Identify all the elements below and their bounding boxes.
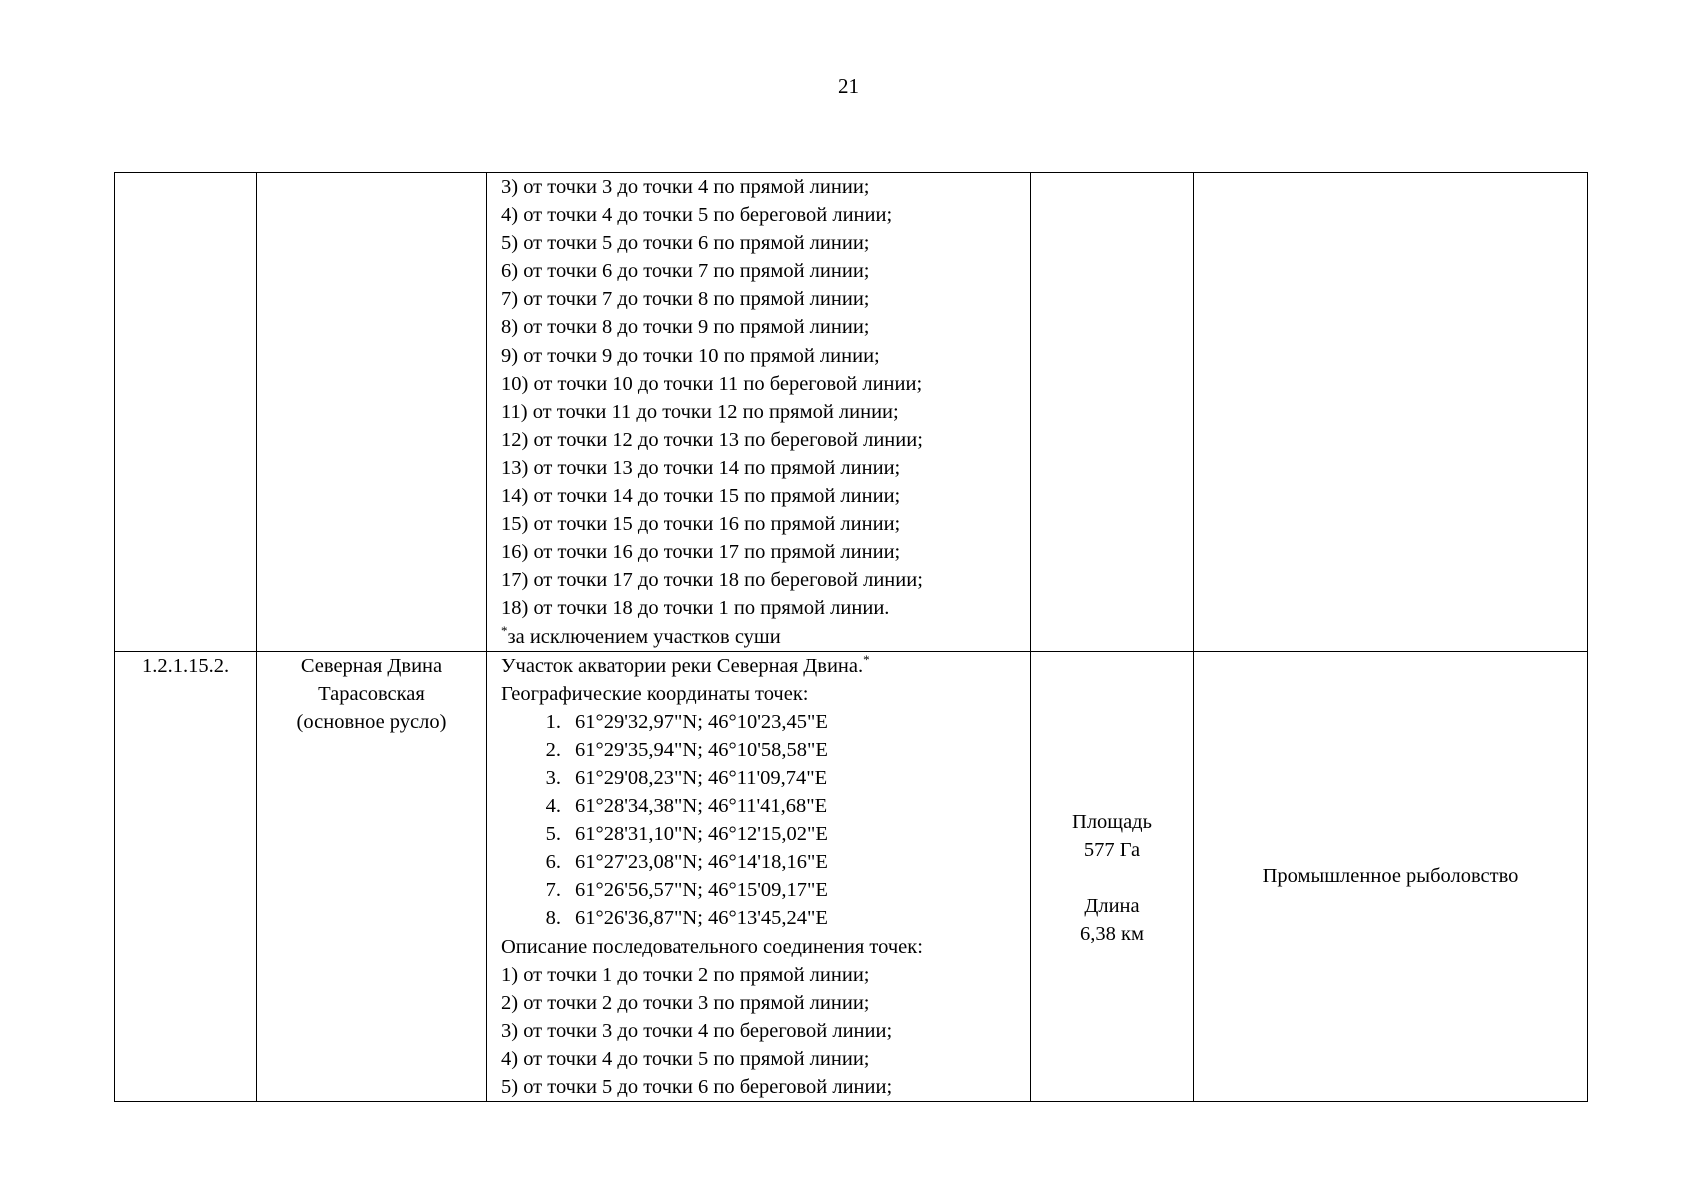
footnote-mark: * (863, 651, 870, 667)
name-cell-empty (257, 173, 487, 652)
connection-line: 9) от точки 9 до точки 10 по прямой линии; (501, 344, 880, 367)
connection-line: 8) от точки 8 до точки 9 по прямой линии; (501, 316, 870, 339)
footnote (501, 623, 1030, 651)
footnote-mark: * (501, 622, 508, 638)
connection-line: 3) от точки 3 до точки 4 по прямой линии; (501, 176, 870, 198)
number-cell-empty (115, 173, 257, 652)
connection-line: 5) от точки 5 до точки 6 по береговой линии; (501, 1076, 893, 1098)
description-cell (487, 651, 1031, 1102)
description-cell-continued (487, 173, 1031, 652)
purpose-text: Промышленное рыболовство (1262, 865, 1519, 888)
coordinate-item: 6. 61°27'23,08"N; 46°14'18,16"E (545, 851, 828, 874)
connection-line: 13) от точки 13 до точки 14 по прямой линии; (501, 456, 901, 479)
area-cell-empty (1031, 173, 1194, 652)
area-value: 577 Га (1083, 839, 1141, 862)
name-cell (257, 651, 487, 1102)
coordinate-item: 8. 61°26'36,87"N; 46°13'45,24"E (545, 907, 828, 930)
coordinate-item: 1. 61°29'32,97"N; 46°10'23,45"E (545, 710, 828, 733)
connection-line: 15) от точки 15 до точки 16 по прямой линии; (501, 513, 901, 536)
coordinate-item: 3. 61°29'08,23"N; 46°11'09,74"E (545, 766, 828, 789)
table-row-severnaya-dvina (115, 651, 1588, 1102)
area-intro: Участок акватории реки Северная Двина.* (501, 651, 870, 677)
area-name-line: Северная Двина (300, 654, 443, 677)
number-cell (115, 651, 257, 1102)
connection-line: 16) от точки 16 до точки 17 по прямой линии; (501, 541, 901, 564)
connection-line: 17) от точки 17 до точки 18 по береговой линии; (501, 569, 923, 592)
coordinate-item: 5. 61°28'31,10"N; 46°12'15,02"E (545, 823, 828, 846)
purpose-cell-empty (1194, 173, 1588, 652)
connection-line: 6) от точки 6 до точки 7 по прямой линии; (501, 260, 870, 283)
table-row-continued (115, 173, 1588, 652)
footnote-text: за исключением участков суши (507, 625, 781, 648)
connection-line: 7) от точки 7 до точки 8 по прямой линии; (501, 288, 870, 311)
connection-line: 12) от точки 12 до точки 13 по береговой линии; (501, 428, 923, 451)
area-label: Площадь (1072, 811, 1152, 834)
connection-line: 10) от точки 10 до точки 11 по береговой линии; (501, 372, 923, 395)
area-name-line: Тарасовская (318, 682, 425, 705)
connection-line: 18) от точки 18 до точки 1 по прямой линии. (501, 597, 890, 620)
connection-line: 2) от точки 2 до точки 3 по прямой линии; (501, 991, 870, 1014)
length-value: 6,38 км (1080, 923, 1144, 946)
coords-heading: Географические координаты точек: (501, 682, 809, 705)
area-name-line: (основное русло) (296, 710, 447, 733)
connection-line: 11) от точки 11 до точки 12 по прямой линии; (501, 400, 899, 423)
connection-line: 5) от точки 5 до точки 6 по прямой линии; (501, 232, 870, 255)
coordinate-item: 2. 61°29'35,94"N; 46°10'58,58"E (545, 738, 828, 761)
connection-line: 14) от точки 14 до точки 15 по прямой линии; (501, 485, 901, 508)
row-number: 1.2.1.15.2. (141, 654, 230, 677)
connection-line: 4) от точки 4 до точки 5 по береговой линии; (501, 204, 893, 227)
page-number: 21 (838, 74, 859, 98)
connection-heading: Описание последовательного соединения точек: (501, 935, 923, 958)
length-label: Длина (1084, 895, 1140, 918)
coordinate-item: 7. 61°26'56,57"N; 46°15'09,17"E (545, 879, 828, 902)
coordinate-item: 4. 61°28'34,38"N; 46°11'41,68"E (545, 795, 828, 818)
connection-line: 4) от точки 4 до точки 5 по прямой линии; (501, 1047, 870, 1070)
purpose-cell (1194, 651, 1588, 1102)
fishing-areas-table (114, 172, 1588, 1102)
connection-line: 3) от точки 3 до точки 4 по береговой линии; (501, 1019, 893, 1042)
area-length-cell (1031, 651, 1194, 1102)
connection-line: 1) от точки 1 до точки 2 по прямой линии; (501, 963, 870, 986)
